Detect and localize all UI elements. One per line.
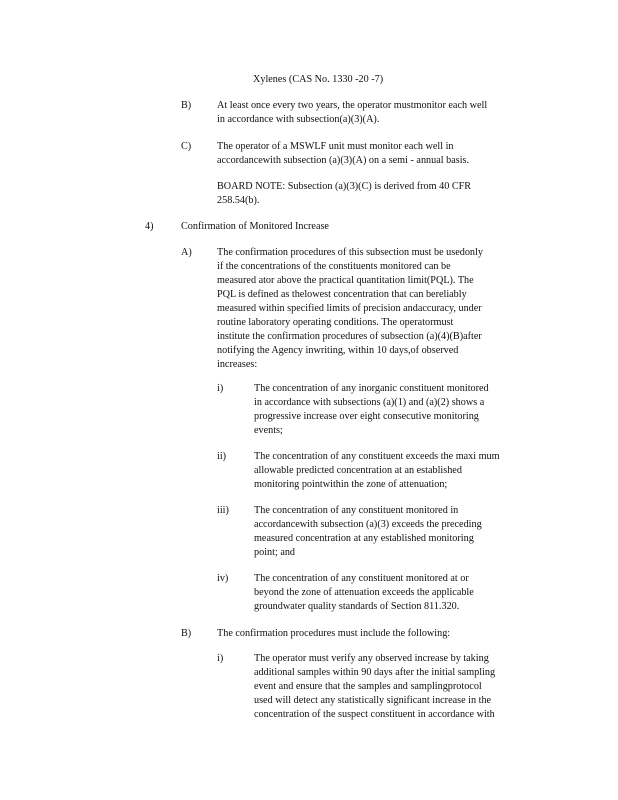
item-b-line: At least once every two years, the operator mustmonitor each well xyxy=(217,100,488,111)
subitem-a-iii-label: iii) xyxy=(217,505,229,516)
board-note xyxy=(217,180,535,208)
item-a-line: routine laboratory operating conditions. The operatormust xyxy=(217,317,454,328)
item-a-line: institute the confirmation procedures of subsection (a)(4)(B)after xyxy=(217,331,482,342)
item-a-line: The confirmation procedures of this subsection must be usedonly xyxy=(217,247,483,258)
subitem-line: groundwater quality standards of Section 811.320. xyxy=(254,601,460,612)
xylenes-text: Xylenes (CAS No. 1330 -20 -7) xyxy=(253,74,384,85)
board-note-line: 258.54(b). xyxy=(217,195,260,206)
subitem-line: The concentration of any constituent exceeds the maxi mum xyxy=(254,451,500,462)
item-a-text xyxy=(217,246,535,372)
item-b-line: in accordance with subsection(a)(3)(A). xyxy=(217,114,380,125)
subitem-a-ii-text xyxy=(254,450,536,492)
item-a-line: if the concentrations of the constituents monitored can be xyxy=(217,261,451,272)
subitem-line: The concentration of any constituent monitored at or xyxy=(254,573,469,584)
subitem-line: events; xyxy=(254,425,283,436)
subitem-line: used will detect any statistically significant increase in the xyxy=(254,695,492,706)
section-4-label: 4) xyxy=(145,221,154,232)
item-b-label: B) xyxy=(181,100,192,111)
item-a-line: PQL is defined as thelowest concentration that can bereliably xyxy=(217,289,467,300)
item-b-text xyxy=(217,99,535,127)
subitem-line: event and ensure that the samples and samplingprotocol xyxy=(254,681,482,692)
subitem-line: The concentration of any inorganic constituent monitored xyxy=(254,383,489,394)
item-b2-line: The confirmation procedures must include the following: xyxy=(217,628,451,639)
xylenes-line xyxy=(253,73,383,87)
item-a-label: A) xyxy=(181,247,192,258)
item-c-line: The operator of a MSWLF unit must monitor each well in xyxy=(217,141,454,152)
subitem-b-i-text xyxy=(254,652,536,722)
item-b2-text xyxy=(217,627,535,641)
section-4-title: Confirmation of Monitored Increase xyxy=(181,221,329,232)
subitem-line: measured concentration at any established monitoring xyxy=(254,533,474,544)
subitem-line: allowable predicted concentration at an established xyxy=(254,465,462,476)
subitem-a-i-text xyxy=(254,382,536,438)
subitem-a-iv-label: iv) xyxy=(217,573,229,584)
subitem-a-ii-label: ii) xyxy=(217,451,227,462)
subitem-line: in accordance with subsections (a)(1) and (a)(2) shows a xyxy=(254,397,485,408)
board-note-line: BOARD NOTE: Subsection (a)(3)(C) is derived from 40 CFR xyxy=(217,181,472,192)
item-b2-label: B) xyxy=(181,628,192,639)
subitem-line: beyond the zone of attenuation exceeds the applicable xyxy=(254,587,474,598)
subitem-line: monitoring pointwithin the zone of attenuation; xyxy=(254,479,448,490)
subitem-line: concentration of the suspect constituent in accordance with xyxy=(254,709,495,720)
item-a-line: notifying the Agency inwriting, within 10 days,of observed xyxy=(217,345,459,356)
item-a-line: measured ator above the practical quantitation limit(PQL). The xyxy=(217,275,474,286)
subitem-line: progressive increase over eight consecutive monitoring xyxy=(254,411,479,422)
subitem-line: point; and xyxy=(254,547,296,558)
item-c-label: C) xyxy=(181,141,192,152)
subitem-line: additional samples within 90 days after the initial sampling xyxy=(254,667,496,678)
subitem-line: accordancewith subsection (a)(3) exceeds the preceding xyxy=(254,519,482,530)
subitem-a-iii-text xyxy=(254,504,536,560)
item-c-text xyxy=(217,140,535,168)
item-c-line: accordancewith subsection (a)(3)(A) on a semi - annual basis. xyxy=(217,155,470,166)
item-a-line: measured within specified limits of precision andaccuracy, under xyxy=(217,303,482,314)
subitem-b-i-label: i) xyxy=(217,653,224,664)
subitem-line: The operator must verify any observed increase by taking xyxy=(254,653,489,664)
subitem-a-i-label: i) xyxy=(217,383,224,394)
item-a-line: increases: xyxy=(217,359,258,370)
subitem-line: The concentration of any constituent monitored in xyxy=(254,505,459,516)
subitem-a-iv-text xyxy=(254,572,536,614)
